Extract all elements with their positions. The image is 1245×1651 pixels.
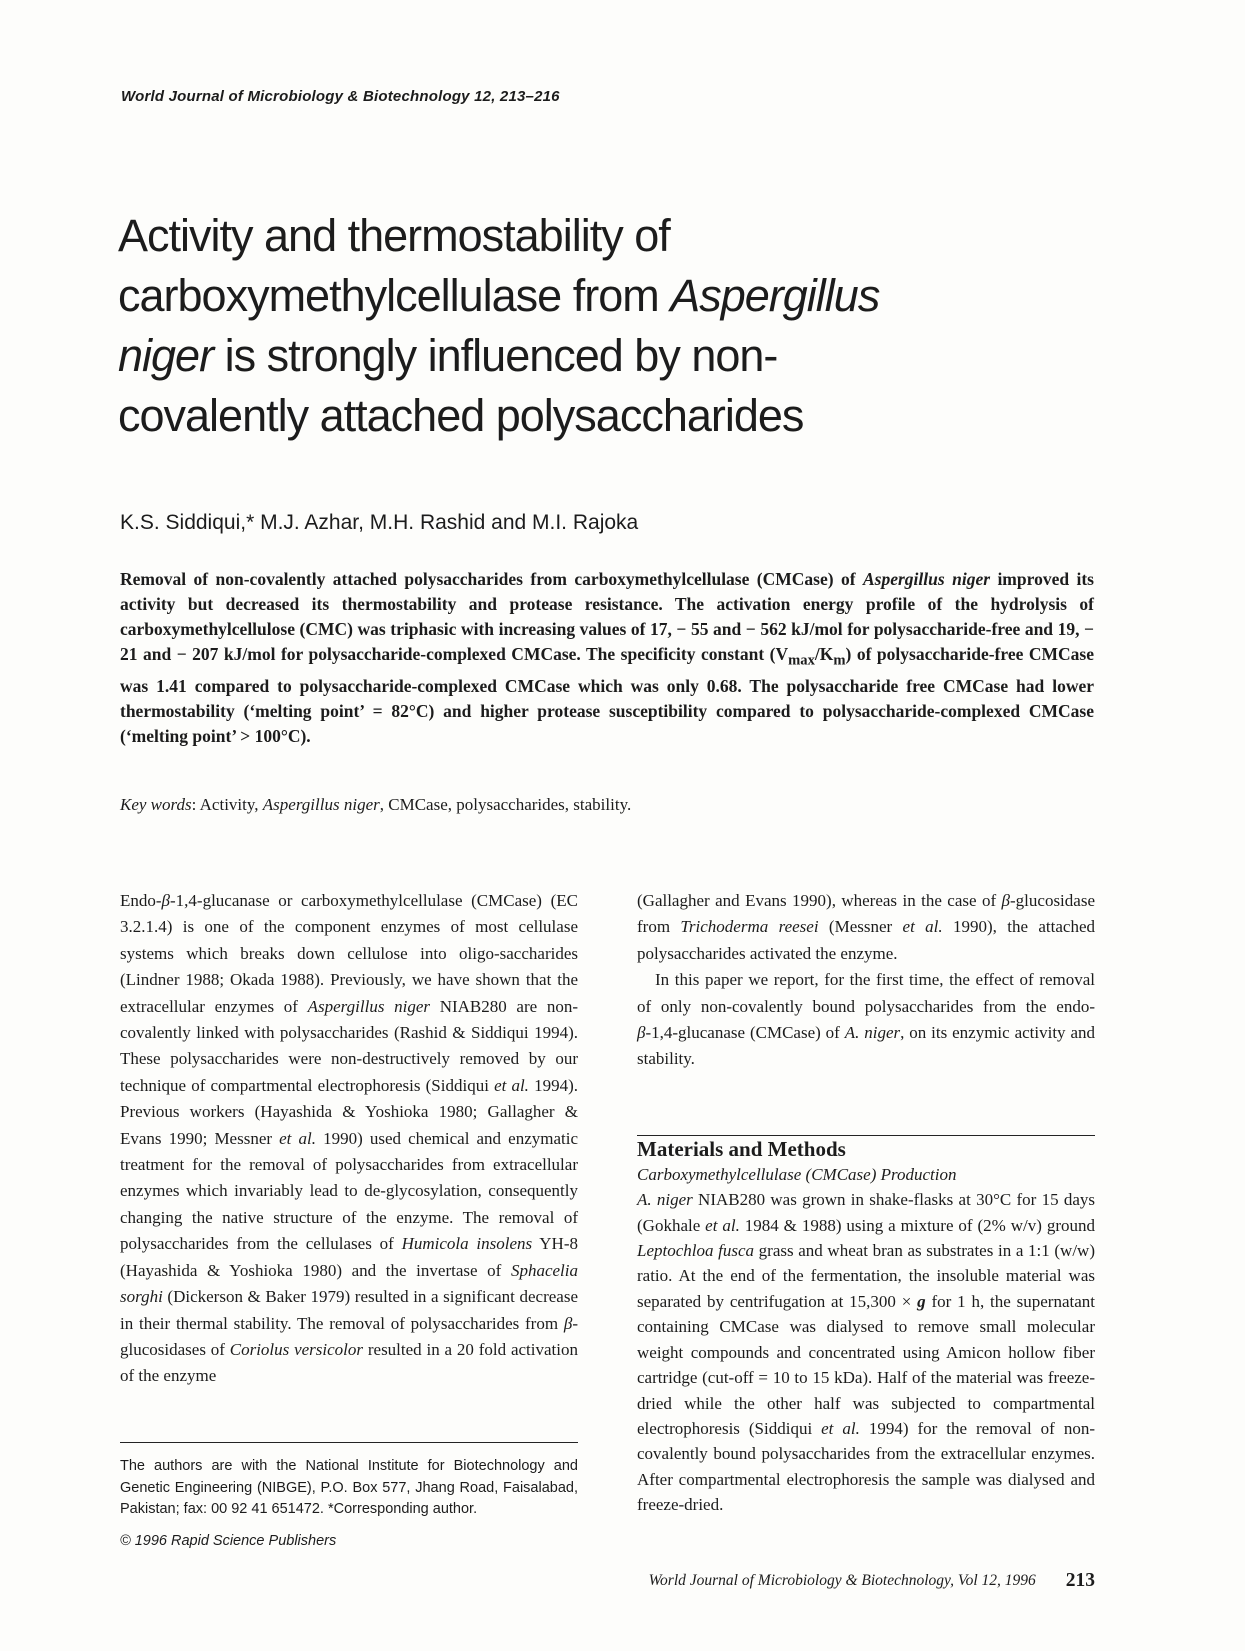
cmcase-production-paragraph: A. niger NIAB280 was grown in shake-flasks at 30°C for 15 days (Gokhale et al. 1984 & 1988) using a mixture of (2% w/v) ground Leptochloa fusca grass and wheat bran as substrates in a 1:1 (w/w) ratio. At the end of the fermentation, the insoluble material was separated by centrifugation at 15,300 × g for 1 h, the supernatant containing CMCase was dialysed to remove small molecular weight compounds and concentrated using Amicon hollow fiber cartridge (cut-off = 10 to 15 kDa). Half of the material was freeze-dried while the other half was subjected to compartmental electrophoresis (Siddiqui et al. 1994) for the removal of non-covalently bound polysaccharides from the extracellular enzymes. After compartmental electrophoresis the sample was dialysed and freeze-dried.	[637, 1190, 1096, 1515]
intro-paragraph-continuation: (Gallagher and Evans 1990), whereas in the case of β-glucosidase from Trichoderma reesei (Messner et al. 1990), the attached polysaccharides activated the enzyme.	[637, 891, 1095, 963]
paper-title: Activity and thermostability of carboxymethylcellulase from Aspergillus niger is strongly influenced by non- covalently attached polysaccharides	[118, 210, 880, 441]
page-footer	[400, 1570, 1095, 1592]
footer-journal-line: World Journal of Microbiology & Biotechnology, Vol 12, 1996	[648, 1572, 1036, 1589]
intro-paragraph-2: In this paper we report, for the first time, the effect of removal of only non-covalently bound polysaccharides from the endo-β-1,4-glucanase (CMCase) of A. niger, on its enzymic activity and stability.	[637, 970, 1095, 1069]
authors-footnote: The authors are with the National Institute for Biotechnology and Genetic Engineering (NIBGE), P.O. Box 577, Jhang Road, Faisalabad, Pakistan; fax: 00 92 41 651472. *Corresponding author.	[120, 1458, 578, 1517]
right-column	[637, 888, 1095, 1518]
authors-line: K.S. Siddiqui,* M.J. Azhar, M.H. Rashid and M.I. Rajoka	[120, 511, 639, 534]
footer-page-number: 213	[1065, 1570, 1095, 1591]
cmcase-production-subheading: Carboxymethylcellulase (CMCase) Production	[637, 1164, 957, 1184]
running-head: World Journal of Microbiology & Biotechnology 12, 213–216	[121, 88, 560, 105]
keywords-line: Key words: Activity, Aspergillus niger, CMCase, polysaccharides, stability.	[120, 795, 632, 814]
left-column	[120, 888, 578, 1390]
footnote-rule	[120, 1442, 578, 1443]
copyright-line: © 1996 Rapid Science Publishers	[120, 1533, 337, 1549]
intro-paragraph: Endo-β-1,4-glucanase or carboxymethylcellulase (CMCase) (EC 3.2.1.4) is one of the component enzymes of most cellulase systems which breaks down cellulose into oligo-saccharides (Lindner 1988; Okada 1988). Previously, we have shown that the extracellular enzymes of Aspergillus niger NIAB280 are non-covalently linked with polysaccharides (Rashid & Siddiqui 1994). These polysaccharides were non-destructively removed by our technique of compartmental electrophoresis (Siddiqui et al. 1994). Previous workers (Hayashida & Yoshioka 1980; Gallagher & Evans 1990; Messner et al. 1990) used chemical and enzymatic treatment for the removal of polysaccharides from extracellular enzymes which invariably lead to de-glycosylation, consequently changing the native structure of the enzyme. The removal of polysaccharides from the cellulases of Humicola insolens YH-8 (Hayashida & Yoshioka 1980) and the invertase of Sphacelia sorghi (Dickerson & Baker 1979) resulted in a significant decrease in their thermal stability. The removal of polysaccharides from β-glucosidases of Coriolus versicolor resulted in a 20 fold activation of the enzyme	[120, 891, 579, 1386]
authors-footnote-block	[120, 1442, 578, 1521]
abstract-paragraph: Removal of non-covalently attached polysaccharides from carboxymethylcellulase (CMCase) of Aspergillus niger improved its activity but decreased its thermostability and protease resistance. The activation energy profile of the hydrolysis of carboxymethylcellulose (CMC) was triphasic with increasing values of 17, − 55 and − 562 kJ/mol for polysaccharide-free and 19, − 21 and − 207 kJ/mol for polysaccharide-complexed CMCase. The specificity constant $(V_{max}/K_m)$ of polysaccharide-free CMCase was 1.41 compared to polysaccharide-complexed CMCase which was only 0.68. The polysaccharide free CMCase had lower thermostability (‘melting point’ = 82°C) and higher protease susceptibility compared to polysaccharide-complexed CMCase (‘melting point’ > 100°C).	[120, 569, 1094, 746]
materials-methods-heading: Materials and Methods	[637, 1136, 846, 1161]
